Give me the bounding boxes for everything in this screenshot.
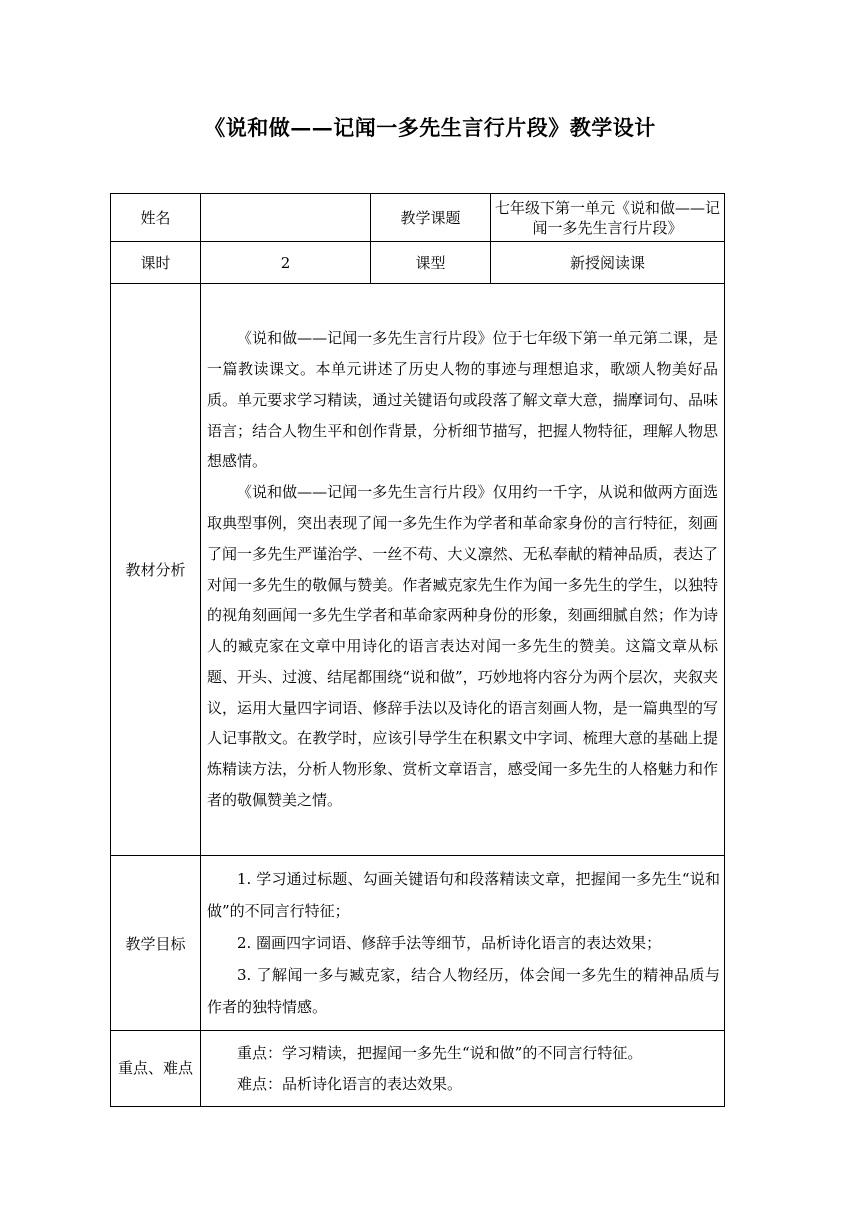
document-title: 《说和做——记闻一多先生言行片段》教学设计 <box>204 115 656 140</box>
topic-label: 教学课题 <box>371 194 491 242</box>
keypoints-content <box>201 1031 725 1107</box>
table-row <box>111 194 725 242</box>
hours-label: 课时 <box>111 242 201 284</box>
goals-label: 教学目标 <box>111 856 201 1031</box>
hours-value: 2 <box>201 242 371 284</box>
analysis-paragraph: 《说和做——记闻一多先生言行片段》位于七年级下第一单元第二课，是一篇教读课文。本单元讲述了历史人物的事迹与理想追求，歌颂人物美好品质。单元要求学习精读，通过关键语句或段落了解文章大意，揣摩词句、品味语言；结合人物生平和创作背景，分析细节描写，把握人物特征，理解人物思想感情。 <box>207 329 718 471</box>
keypoints-label: 重点、难点 <box>111 1031 201 1107</box>
analysis-content <box>201 284 725 856</box>
lesson-plan-table <box>110 193 725 1107</box>
table-row <box>111 242 725 284</box>
difficulty-point: 难点：品析诗化语言的表达效果。 <box>237 1074 463 1093</box>
goals-content <box>201 856 725 1031</box>
name-value <box>201 194 371 242</box>
analysis-paragraph: 《说和做——记闻一多先生言行片段》仅用约一千字，从说和做两方面选取典型事例，突出表现了闻一多先生作为学者和革命家身份的言行特征，刻画了闻一多先生严谨治学、一丝不苟、大义凛然、无私奉献的精神品质，表达了对闻一多先生的敬佩与赞美。作者臧克家先生作为闻一多先生的学生，以独特的视角刻画闻一多先生学者和革命家两种身份的形象，刻画细腻自然；作为诗人的臧克家在文章中用诗化的语言表达对闻一多先生的赞美。这篇文章从标题、开头、过渡、结尾都围绕“说和做”，巧妙地将内容分为两个层次，夹叙夹议，运用大量四字词语、修辞手法以及诗化的语言刻画人物，是一篇典型的写人记事散文。在教学时，应该引导学生在积累文中字词、梳理大意的基础上提炼精读方法，分析人物形象、赏析文章语言，感受闻一多先生的人格魅力和作者的敬佩赞美之情。 <box>207 483 718 810</box>
table-row <box>111 284 725 856</box>
table-row <box>111 856 725 1031</box>
name-label: 姓名 <box>111 194 201 242</box>
analysis-label: 教材分析 <box>111 284 201 856</box>
topic-value: 七年级下第一单元《说和做——记闻一多先生言行片段》 <box>491 194 725 242</box>
goal-item: 2. 圈画四字词语、修辞手法等细节，品析诗化语言的表达效果； <box>237 934 662 952</box>
type-label: 课型 <box>371 242 491 284</box>
key-point: 重点：学习精读，把握闻一多先生“说和做”的不同言行特征。 <box>237 1043 643 1062</box>
goal-item: 1. 学习通过标题、勾画关键语句和段落精读文章，把握闻一多先生“说和做”的不同言行特征； <box>207 870 720 920</box>
table-row <box>111 1031 725 1107</box>
type-value: 新授阅读课 <box>491 242 725 284</box>
goal-item: 3. 了解闻一多与臧克家，结合人物经历，体会闻一多先生的精神品质与作者的独特情感。 <box>207 966 720 1016</box>
